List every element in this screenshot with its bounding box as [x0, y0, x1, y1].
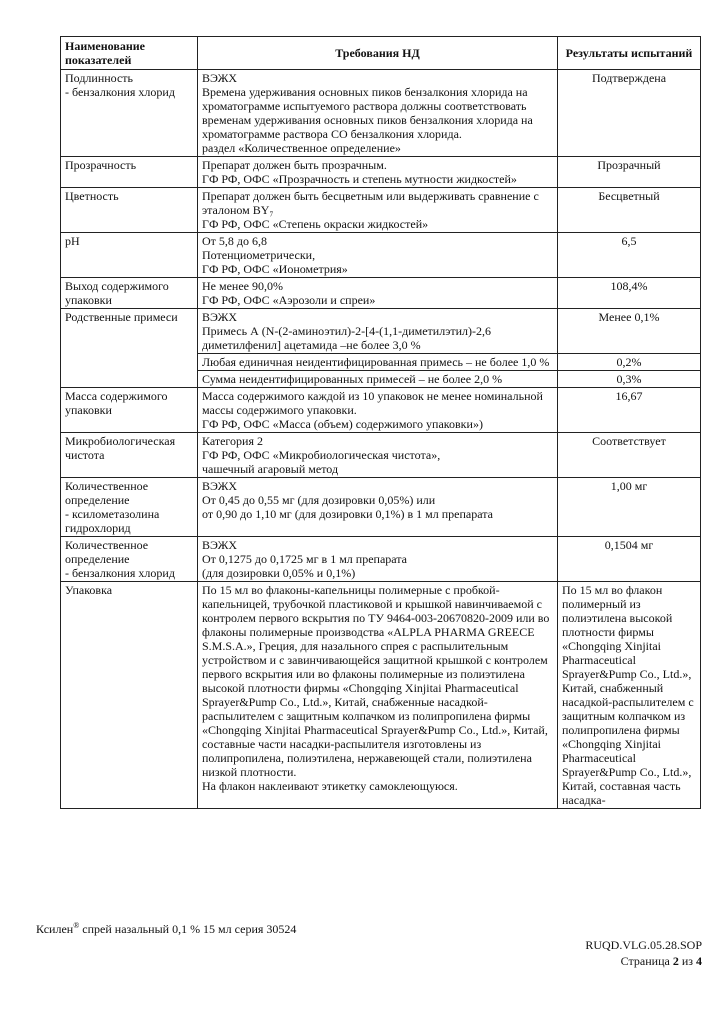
cell-line: ГФ РФ, ОФС «Степень окраски жидкостей» — [202, 217, 429, 231]
page-number — [585, 953, 702, 969]
cell-line: Подлинность — [65, 71, 134, 85]
indicator-cell — [61, 188, 198, 233]
table-header-row — [61, 37, 701, 70]
cell-line: ВЭЖХ — [202, 538, 238, 552]
result-cell: Подтверждена — [558, 70, 701, 157]
cell-line: Потенциометрически, — [202, 248, 316, 262]
table-row — [61, 388, 701, 433]
table-row — [61, 478, 701, 537]
result-cell: 0,1504 мг — [558, 537, 701, 582]
cell-line: Времена удерживания основных пиков бензалкония хлорида на хроматограмме испытуемого раствора должны соответствовать временам удерживания основных пиков бензалкония хлорида на хроматограмме раствора СО бензалкония хлорида. — [202, 85, 533, 141]
cell-line: ВЭЖХ — [202, 310, 238, 324]
cell-line: Препарат должен быть бесцветным или выдерживать сравнение с эталоном BY₇ — [202, 189, 539, 217]
cell-line: ГФ РФ, ОФС «Аэрозоли и спреи» — [202, 293, 376, 307]
table-row — [61, 278, 701, 309]
result-cell: 6,5 — [558, 233, 701, 278]
specification-table — [60, 36, 701, 809]
indicator-cell — [61, 233, 198, 278]
cell-line: Родственные примеси — [65, 310, 178, 324]
cell-line: Сумма неидентифицированных примесей – не более 2,0 % — [202, 372, 503, 386]
cell-line: ГФ РФ, ОФС «Прозрачность и степень мутности жидкостей» — [202, 172, 517, 186]
table-row — [61, 309, 701, 354]
header-requirements: Требования НД — [198, 37, 558, 70]
requirements-cell — [198, 582, 558, 809]
cell-line: Упаковка — [65, 583, 113, 597]
cell-line: - бензалкония хлорид — [65, 85, 175, 99]
cell-line: Любая единичная неидентифицированная примесь – не более 1,0 % — [202, 355, 550, 369]
cell-line: раздел «Количественное определение» — [202, 141, 401, 155]
cell-line: Масса содержимого упаковки — [65, 389, 168, 417]
cell-line: ГФ РФ, ОФС «Микробиологическая чистота», — [202, 448, 441, 462]
result-cell: 108,4% — [558, 278, 701, 309]
page-current: 2 — [672, 954, 679, 968]
table-row — [61, 433, 701, 478]
indicator-cell — [61, 582, 198, 809]
requirements-cell — [198, 433, 558, 478]
result-cell: По 15 мл во флакон полимерный из полиэтилена высокой плотности фирмы «Chongqing Xinjitai Pharmaceutical Sprayer&Pump Co., Ltd.», Китай, снабженный насадкой-распылителем с защитным колпачком из полипропилена фирмы «Chongqing Xinjitai Pharmaceutical Sprayer&Pump Co., Ltd.», Китай, составная часть насадка- — [558, 582, 701, 809]
cell-line: Категория 2 — [202, 434, 263, 448]
cell-line: Количественное определение — [65, 479, 149, 507]
document-page — [60, 36, 700, 809]
footer-product-name: Ксилен — [36, 922, 74, 936]
cell-line: pH — [65, 234, 80, 248]
requirements-cell — [198, 371, 558, 388]
cell-line: По 15 мл во флаконы-капельницы полимерные с пробкой-капельницей, трубочкой пластиковой и крышкой навинчиваемой с контролем первого вскрытия по ТУ 9464-003-20670820-2009 или во флаконы полимерные производства «ALPLA PHARMA GREECE S.M.S.A.», Греция, для назального спрея с распылительным устройством и с завинчивающейся защитной крышкой с контролем первого вскрытия или во флаконы полимерные из полиэтилена высокой плотности фирмы «Chongqing Xinjitai Pharmaceutical Sprayer&Pump Co., Ltd.», Китай, снабженные насадкой-распылителем с защитным колпачком из полипропилена фирмы «Chongqing Xinjitai Pharmaceutical Sprayer&Pump Co., Ltd.», Китай, составные части насадки-распылителя изготовлены из полипропилена, полиэтилена, нержавеющей стали, полиэтилена низкой плотности. — [202, 583, 550, 779]
result-cell: Соответствует — [558, 433, 701, 478]
cell-line: ВЭЖХ — [202, 71, 238, 85]
cell-line: Количественное определение — [65, 538, 149, 566]
indicator-cell — [61, 537, 198, 582]
cell-line: ВЭЖХ — [202, 479, 238, 493]
result-cell: 0,3% — [558, 371, 701, 388]
requirements-cell — [198, 309, 558, 354]
cell-line: ГФ РФ, ОФС «Масса (объем) содержимого упаковки») — [202, 417, 483, 431]
cell-line: На флакон наклеивают этикетку самоклеющуюся. — [202, 779, 458, 793]
indicator-cell — [61, 157, 198, 188]
cell-line: Цветность — [65, 189, 119, 203]
header-results: Результаты испытаний — [558, 37, 701, 70]
indicator-cell — [61, 309, 198, 388]
cell-line: От 5,8 до 6,8 — [202, 234, 268, 248]
requirements-cell — [198, 157, 558, 188]
requirements-cell — [198, 478, 558, 537]
requirements-cell — [198, 188, 558, 233]
header-indicator: Наименование показателей — [61, 37, 198, 70]
registered-mark: ® — [73, 921, 80, 930]
requirements-cell — [198, 278, 558, 309]
cell-line: Микробиологическая чистота — [65, 434, 176, 462]
table-row — [61, 188, 701, 233]
indicator-cell — [61, 478, 198, 537]
footer-doc-info — [585, 937, 702, 969]
cell-line: Не менее 90,0% — [202, 279, 283, 293]
cell-line: От 0,1275 до 0,1725 мг в 1 мл препарата — [202, 552, 408, 566]
cell-line: Препарат должен быть прозрачным. — [202, 158, 387, 172]
page-middle: из — [678, 954, 696, 968]
cell-line: Прозрачность — [65, 158, 137, 172]
cell-line: От 0,45 до 0,55 мг (для дозировки 0,05%) или — [202, 493, 436, 507]
result-cell: Бесцветный — [558, 188, 701, 233]
table-row — [61, 233, 701, 278]
indicator-cell — [61, 433, 198, 478]
cell-line: Примесь А (N-(2-аминоэтил)-2-[4-(1,1-диметилэтил)-2,6 диметилфенил] ацетамида –не более 3,0 % — [202, 324, 492, 352]
result-cell: 16,67 — [558, 388, 701, 433]
cell-line: (для дозировки 0,05% и 0,1%) — [202, 566, 356, 580]
indicator-cell — [61, 388, 198, 433]
table-row — [61, 582, 701, 809]
footer-product-line — [36, 921, 296, 937]
cell-line: от 0,90 до 1,10 мг (для дозировки 0,1%) в 1 мл препарата — [202, 507, 493, 521]
footer-product-details: спрей назальный 0,1 % 15 мл серия 30524 — [79, 922, 297, 936]
result-cell: 1,00 мг — [558, 478, 701, 537]
requirements-cell — [198, 537, 558, 582]
requirements-cell — [198, 354, 558, 371]
cell-line: ГФ РФ, ОФС «Ионометрия» — [202, 262, 348, 276]
page-prefix: Страница — [620, 954, 673, 968]
cell-line: - ксилометазолина гидрохлорид — [65, 507, 160, 535]
table-body — [61, 70, 701, 809]
requirements-cell — [198, 388, 558, 433]
cell-line: - бензалкония хлорид — [65, 566, 175, 580]
requirements-cell — [198, 70, 558, 157]
result-cell: 0,2% — [558, 354, 701, 371]
page-total: 4 — [696, 954, 702, 968]
result-cell: Менее 0,1% — [558, 309, 701, 354]
cell-line: чашечный агаровый метод — [202, 462, 339, 476]
table-row — [61, 157, 701, 188]
indicator-cell — [61, 278, 198, 309]
indicator-cell — [61, 70, 198, 157]
table-row — [61, 70, 701, 157]
cell-line: Масса содержимого каждой из 10 упаковок не менее номинальной массы содержимого упаковки. — [202, 389, 543, 417]
result-cell: Прозрачный — [558, 157, 701, 188]
document-code: RUQD.VLG.05.28.SOP — [585, 938, 702, 952]
cell-line: Выход содержимого упаковки — [65, 279, 169, 307]
table-row — [61, 537, 701, 582]
requirements-cell — [198, 233, 558, 278]
